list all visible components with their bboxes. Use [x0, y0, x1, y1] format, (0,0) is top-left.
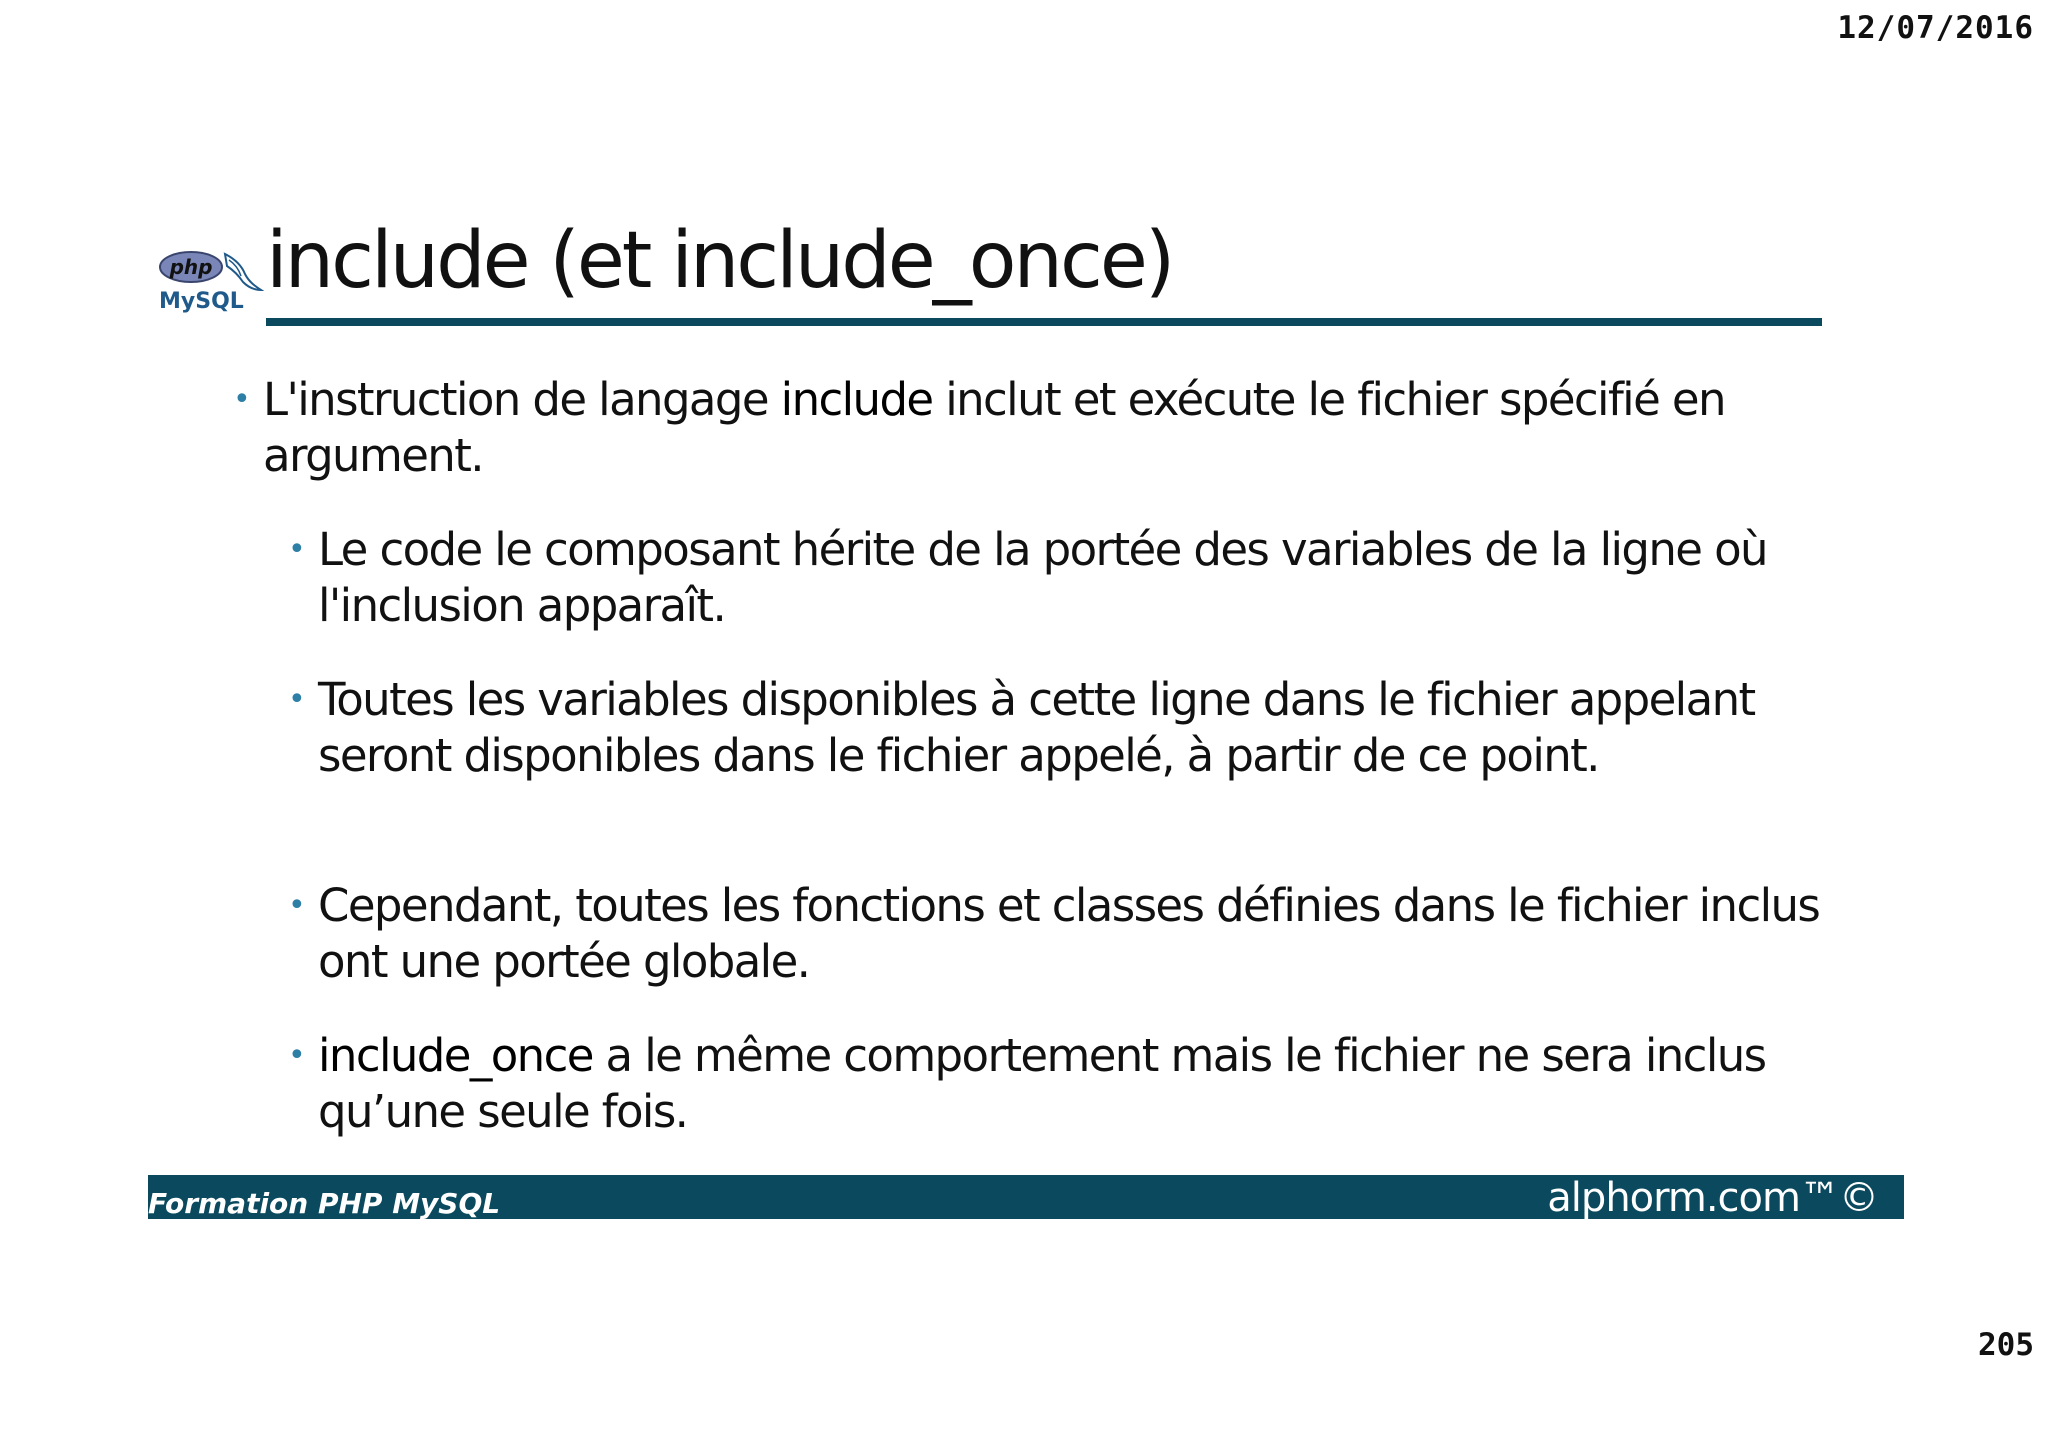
- footer-brand: alphorm.com™©: [1547, 1175, 1878, 1221]
- bullet-text: Le code le composant hérite de la portée des variables de la ligne où l'inclusion apparaît.: [318, 523, 1767, 632]
- bullet-text: inclut et exécute le fichier spécifié en argument.: [263, 373, 1725, 482]
- bullet-text: Toutes les variables disponibles à cette ligne dans le fichier appelant seront disponibles dans le fichier appelé, à partir de ce point.: [318, 673, 1755, 782]
- slide-date: 12/07/2016: [1837, 10, 2034, 46]
- sub-bullet-item: [288, 522, 1838, 634]
- bullet-dot-icon: •: [288, 888, 306, 923]
- bullet-text: L'instruction de langage: [263, 373, 781, 426]
- bullet-dot-icon: •: [233, 382, 251, 417]
- bullet-text: a le même comportement mais le fichier ne sera inclus qu’une seule fois.: [318, 1029, 1766, 1138]
- bullet-dot-icon: •: [288, 532, 306, 567]
- footer-course-title: Formation PHP MySQL: [148, 1187, 501, 1220]
- bullet-keyword: include: [780, 373, 933, 426]
- logo-php-text: php: [169, 255, 213, 279]
- slide-title: include (et include_once): [266, 216, 1173, 306]
- footer-bar: [148, 1175, 1904, 1219]
- sub-bullet-item: [288, 1028, 1838, 1140]
- bullet-text: Cependant, toutes les fonctions et classes définies dans le fichier inclus ont une portée globale.: [318, 879, 1820, 988]
- sub-bullet-item: [288, 672, 1838, 784]
- bullet-item: [233, 372, 1823, 484]
- logo-mysql-text: MySQL: [159, 289, 244, 314]
- bullet-dot-icon: •: [288, 682, 306, 717]
- page-number: 205: [1978, 1327, 2034, 1363]
- php-mysql-logo-icon: [155, 250, 267, 314]
- bullet-dot-icon: •: [288, 1038, 306, 1073]
- title-underline: [266, 318, 1822, 326]
- bullet-keyword: include_once: [318, 1029, 593, 1082]
- sub-bullet-item: [288, 878, 1838, 990]
